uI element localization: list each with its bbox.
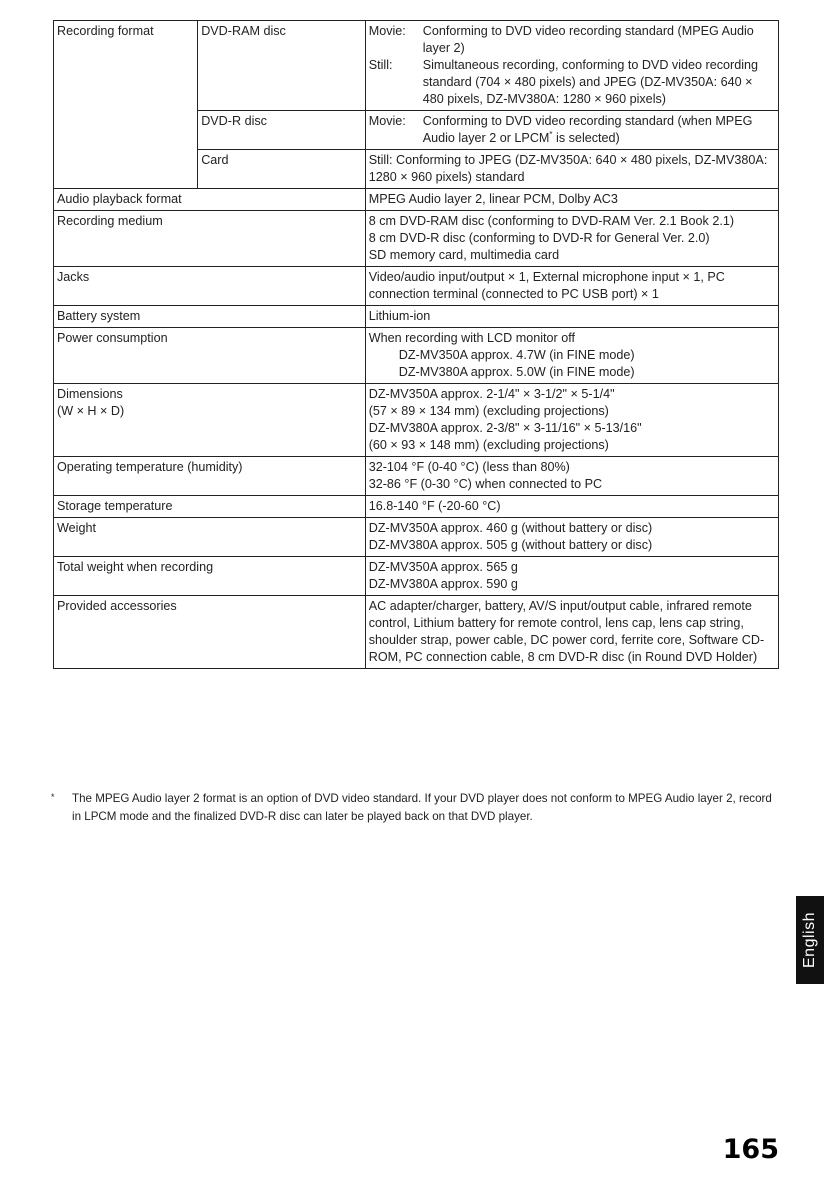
table-row (54, 557, 779, 596)
battery-label: Battery system (54, 306, 366, 328)
accessories-value: AC adapter/charger, battery, AV/S input/output cable, infrared remote control, Lithium battery for remote control, lens cap, lens cap string, shoulder strap, power cable, DC power cord, ferrite core, Software CD-ROM, PC connection cable, 8 cm DVD-R disc (in Round DVD Holder) (365, 596, 778, 669)
specifications-table (53, 20, 779, 669)
total-weight-value (365, 557, 778, 596)
dvd-ram-value (365, 21, 778, 111)
recording-format-label: Recording format (54, 21, 198, 189)
footnote-mark: * (51, 792, 55, 802)
weight-value (365, 518, 778, 557)
dimensions-line: DZ-MV380A approx. 2-3/8" × 3-11/16" × 5-13/16" (368, 421, 642, 435)
jacks-label: Jacks (54, 267, 366, 306)
movie-label: Movie: (368, 114, 406, 128)
recording-medium-label: Recording medium (54, 211, 366, 267)
battery-value: Lithium-ion (365, 306, 778, 328)
language-tab (796, 896, 824, 984)
operating-temp-label: Operating temperature (humidity) (54, 457, 366, 496)
language-tab-label: English (801, 912, 819, 968)
weight-line: DZ-MV380A approx. 505 g (without battery or disc) (368, 538, 653, 552)
table-row (54, 211, 779, 267)
total-weight-line: DZ-MV380A approx. 590 g (368, 577, 518, 591)
power-value (365, 328, 778, 384)
dimensions-label (54, 384, 366, 457)
power-label: Power consumption (54, 328, 366, 384)
dimensions-line: (60 × 93 × 148 mm) (excluding projections) (368, 438, 609, 452)
total-weight-line: DZ-MV350A approx. 565 g (368, 560, 518, 574)
table-row (54, 267, 779, 306)
audio-playback-value: MPEG Audio layer 2, linear PCM, Dolby AC3 (365, 189, 778, 211)
medium-line: 8 cm DVD-RAM disc (conforming to DVD-RAM Ver. 2.1 Book 2.1) (368, 214, 735, 228)
dvd-ram-label: DVD-RAM disc (198, 21, 366, 111)
medium-line: 8 cm DVD-R disc (conforming to DVD-R for General Ver. 2.0) (368, 231, 710, 245)
power-intro: When recording with LCD monitor off (368, 331, 575, 345)
movie-text (423, 113, 775, 147)
table-row (54, 457, 779, 496)
card-value: Still: Conforming to JPEG (DZ-MV350A: 640 × 480 pixels, DZ-MV380A: 1280 × 960 pixels) standard (365, 150, 778, 189)
dimensions-line: (57 × 89 × 134 mm) (excluding projections) (368, 404, 609, 418)
page-number: 165 (722, 1134, 779, 1165)
table-row (54, 328, 779, 384)
jacks-value: Video/audio input/output × 1, External microphone input × 1, PC connection terminal (connected to PC USB port) × 1 (365, 267, 778, 306)
footnote-marker: * (549, 129, 553, 139)
recording-medium-value (365, 211, 778, 267)
dvd-r-label: DVD-R disc (198, 111, 366, 150)
card-label: Card (198, 150, 366, 189)
table-row (54, 384, 779, 457)
weight-label: Weight (54, 518, 366, 557)
table-row (54, 306, 779, 328)
dimensions-sublabel: (W × H × D) (57, 404, 125, 418)
footnote (53, 790, 783, 826)
weight-line: DZ-MV350A approx. 460 g (without battery or disc) (368, 521, 653, 535)
movie-text-b: is selected) (552, 131, 620, 145)
still-text: Simultaneous recording, conforming to DVD video recording standard (704 × 480 pixels) and JPEG (DZ-MV350A: 640 × 480 pixels, DZ-MV380A: 1280 × 960 pixels) (422, 58, 759, 106)
table-row (54, 596, 779, 669)
dimensions-title: Dimensions (57, 387, 123, 401)
dvd-r-value (365, 111, 778, 150)
dimensions-line: DZ-MV350A approx. 2-1/4" × 3-1/2" × 5-1/4" (368, 387, 615, 401)
power-line: DZ-MV380A approx. 5.0W (in FINE mode) (398, 365, 635, 379)
table-row (54, 518, 779, 557)
table-row (54, 21, 779, 111)
operating-temp-line: 32-86 °F (0-30 °C) when connected to PC (368, 477, 603, 491)
movie-text: Conforming to DVD video recording standard (MPEG Audio layer 2) (422, 24, 754, 55)
table-row (54, 496, 779, 518)
total-weight-label: Total weight when recording (54, 557, 366, 596)
operating-temp-value (365, 457, 778, 496)
operating-temp-line: 32-104 °F (0-40 °C) (less than 80%) (368, 460, 570, 474)
audio-playback-label: Audio playback format (54, 189, 366, 211)
dimensions-value (365, 384, 778, 457)
medium-line: SD memory card, multimedia card (368, 248, 560, 262)
storage-temp-label: Storage temperature (54, 496, 366, 518)
movie-label: Movie: (368, 24, 406, 38)
still-label: Still: (368, 58, 393, 72)
accessories-label: Provided accessories (54, 596, 366, 669)
storage-temp-value: 16.8-140 °F (-20-60 °C) (365, 496, 778, 518)
movie-text-a: Conforming to DVD video recording standard (when MPEG Audio layer 2 or LPCM (422, 114, 753, 145)
table-row (54, 189, 779, 211)
power-line: DZ-MV350A approx. 4.7W (in FINE mode) (398, 348, 635, 362)
footnote-text: The MPEG Audio layer 2 format is an option of DVD video standard. If your DVD player does not conform to MPEG Audio layer 2, record in LPCM mode and the finalized DVD-R disc can later be played back on that DVD player. (72, 792, 772, 823)
